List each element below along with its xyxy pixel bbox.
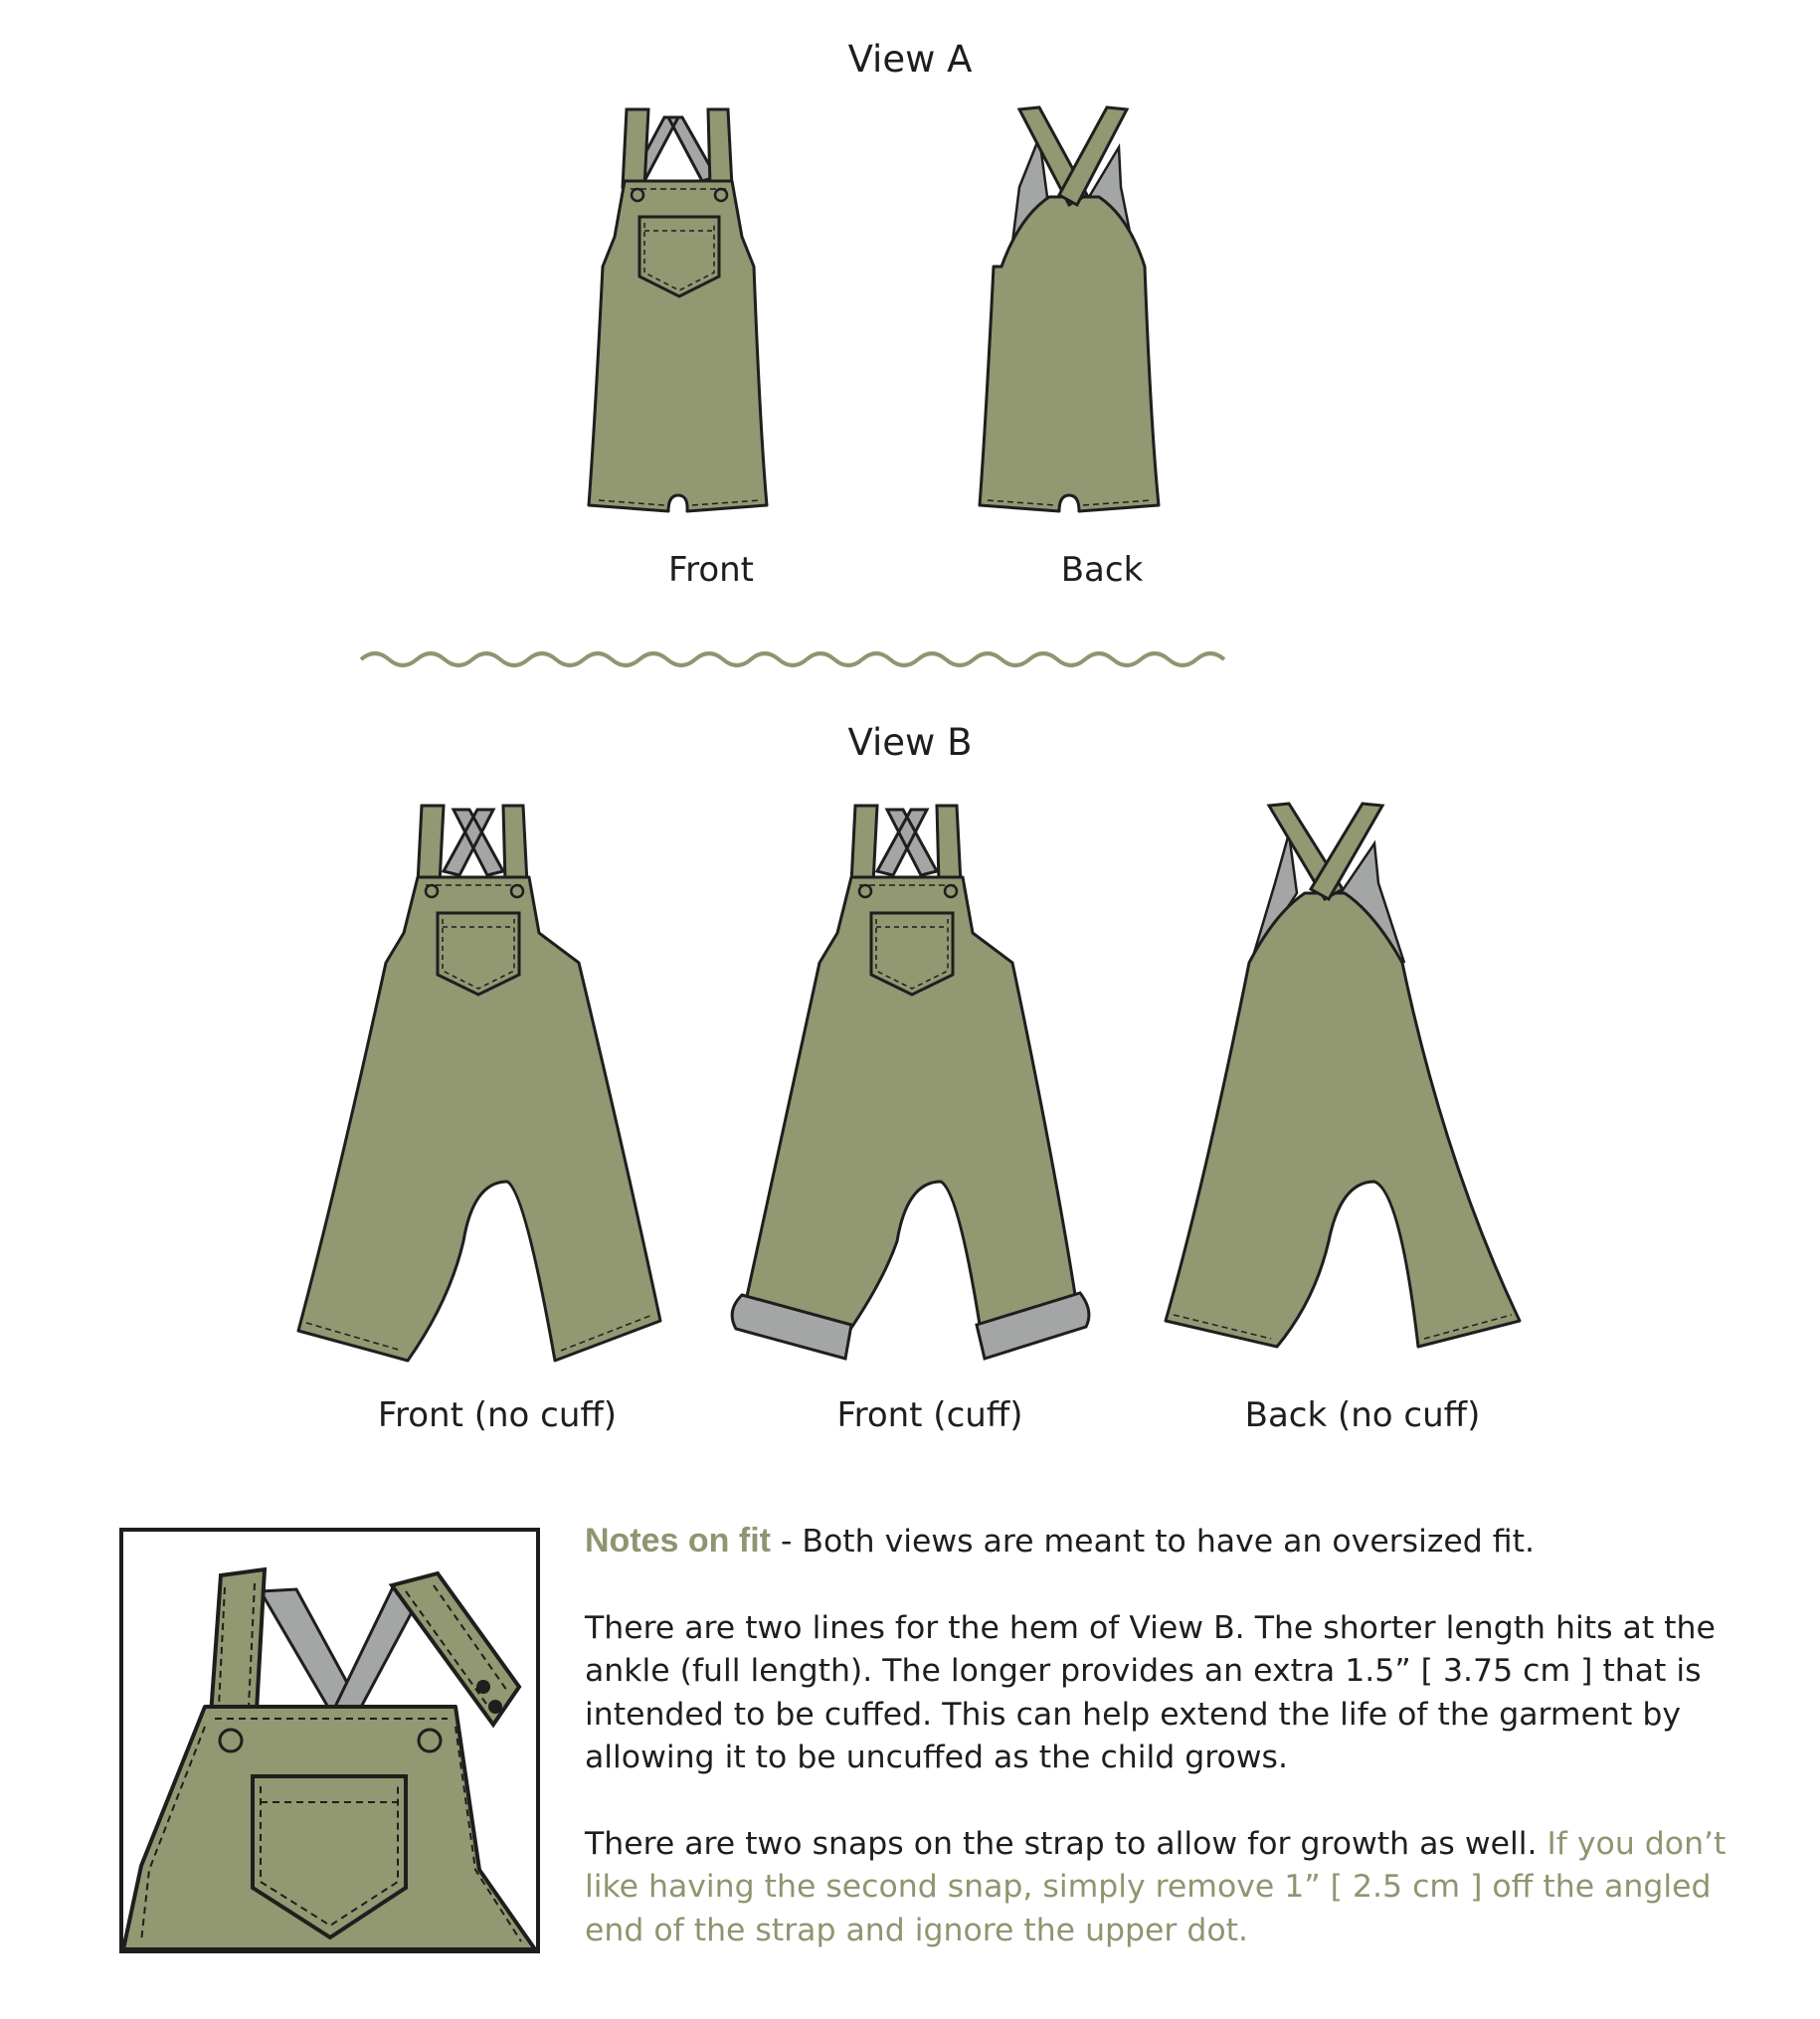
label-view-b-front-no-cuff: Front (no cuff) xyxy=(377,1395,618,1435)
view-b-back-no-cuff-garment xyxy=(1166,804,1520,1347)
view-b-title: View B xyxy=(847,721,973,764)
wavy-divider xyxy=(361,653,1224,665)
label-view-a-back: Back xyxy=(1060,550,1144,590)
notes-snaps-paragraph xyxy=(585,1823,1778,1953)
view-b-front-no-cuff-garment xyxy=(298,806,660,1361)
view-a-back-garment xyxy=(980,107,1159,511)
notes-heading-rest: - Both views are meant to have an oversized fit. xyxy=(770,1524,1535,1560)
notes-on-fit xyxy=(585,1520,1778,1995)
view-b-front-cuff-garment xyxy=(732,806,1089,1359)
notes-heading: Notes on fit xyxy=(585,1522,771,1560)
notes-heading-paragraph xyxy=(585,1520,1778,1564)
view-a-front-garment xyxy=(589,109,767,511)
notes-snaps-text: There are two snaps on the strap to allow for growth as well. xyxy=(585,1825,1547,1862)
notes-snaps-tip: If you don’t like having the second snap, simply remove 1” [ 2.5 cm ] off the angled end of the strap and ignore the upper dot. xyxy=(585,1825,1727,1948)
view-a-title: View A xyxy=(847,38,973,81)
label-view-a-front: Front xyxy=(668,550,754,590)
label-view-b-back-no-cuff: Back (no cuff) xyxy=(1244,1395,1481,1435)
strap-detail-illustration xyxy=(121,1530,538,1951)
notes-hem-paragraph: There are two lines for the hem of View B. The shorter length hits at the ankle (full length). The longer provides an extra 1.5” [ 3.75 cm ] that is intended to be cuffed. This can help extend the life of the garment by allowing it to be uncuffed as the child grows. xyxy=(585,1609,1716,1775)
label-view-b-front-cuff: Front (cuff) xyxy=(836,1395,1023,1435)
